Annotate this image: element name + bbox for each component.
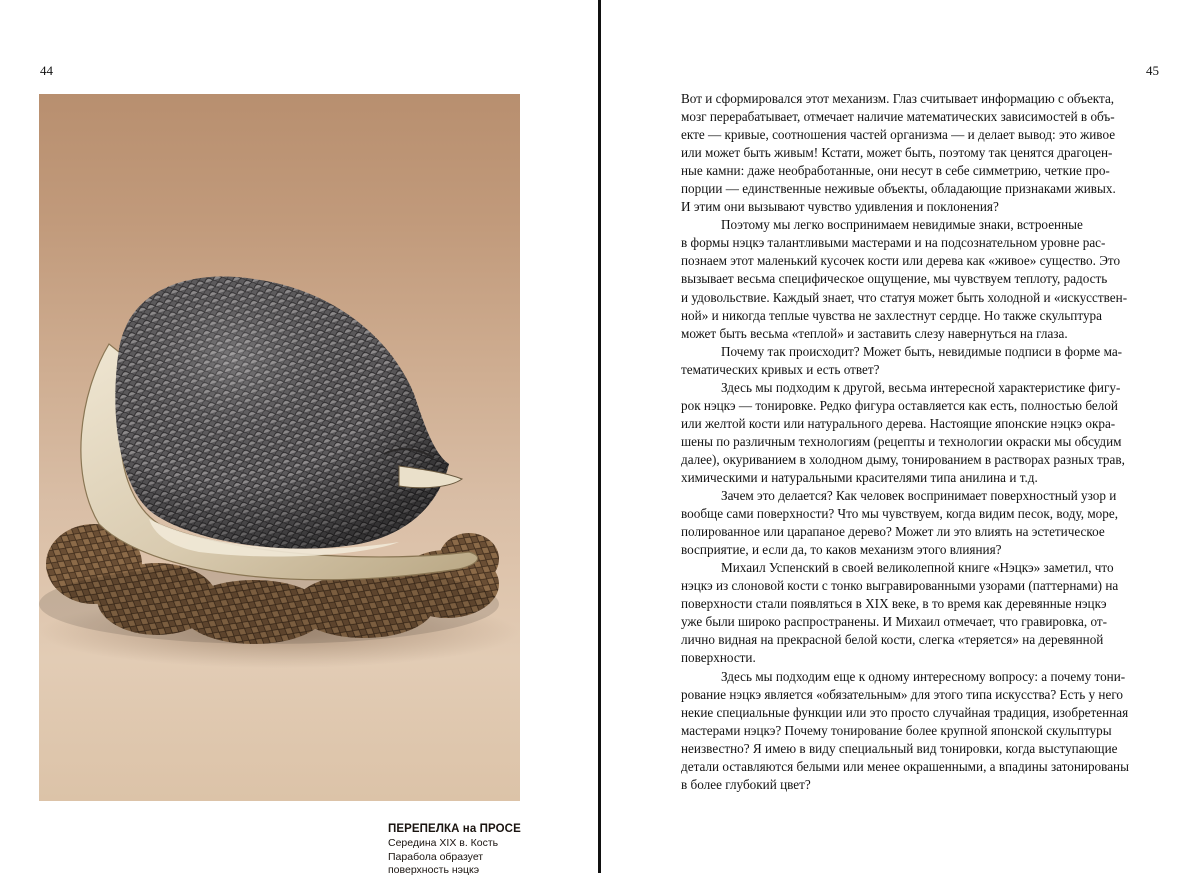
text-line: Михаил Успенский в своей великолепной книге «Нэцкэ» заметил, что <box>721 560 1114 576</box>
text-line: уже были широко распространены. И Михаил отмечает, что гравировка, от- <box>681 614 1108 630</box>
text-line: Зачем это делается? Как человек воспринимает поверхностный узор и <box>721 488 1117 504</box>
right-page-number: 45 <box>1146 63 1159 78</box>
text-line: некие специальные функции или это просто случайная традиция, изобретенная <box>681 704 1129 720</box>
text-line: восприятие, и если да, то каков механизм этого влияния? <box>681 542 1002 558</box>
text-line: вызывает весьма специфическое ощущение, мы чувствуем теплоту, радость <box>681 271 1108 287</box>
text-line: химическими и натуральными красителями типа анилина и т.д. <box>681 469 1038 485</box>
left-page-number: 44 <box>40 63 53 78</box>
caption-line: поверхность нэцкэ <box>388 864 480 876</box>
text-line: ной» и никогда теплые чувства не захлестнут сердце. Но также скульптура <box>681 307 1102 323</box>
photo-caption <box>388 822 548 878</box>
text-line: рок нэцкэ — тонировке. Редко фигура оставляется как есть, полностью белой <box>681 397 1118 413</box>
text-line: может быть весьма «теплой» и заставить слезу навернуться на глаза. <box>681 325 1068 341</box>
text-line: поверхности. <box>681 650 756 666</box>
text-line: Здесь мы подходим еще к одному интересному вопросу: а почему тони- <box>721 668 1126 684</box>
text-line: в более глубокий цвет? <box>681 776 811 792</box>
text-line: тематических кривых и есть ответ? <box>681 361 880 377</box>
text-line: лично видная на прекрасной белой кости, слегка «теряется» на деревянной <box>681 632 1104 648</box>
caption-line: Середина XIX в. Кость <box>388 837 499 849</box>
text-line: неизвестно? Я имею в виду специальный вид тонировки, когда выступающие <box>681 740 1118 756</box>
text-line: Здесь мы подходим к другой, весьма интересной характеристике фигу- <box>721 379 1121 395</box>
book-spine <box>598 0 601 873</box>
caption-line: Парабола образует <box>388 850 484 863</box>
right-page <box>602 0 1200 873</box>
caption-title: ПЕРЕПЕЛКА на ПРОСЕ <box>388 823 521 835</box>
text-line: екте — кривые, соотношения частей организма — и делает вывод: это живое <box>681 127 1116 143</box>
text-line: полированное или царапаное дерево? Может ли это влиять на эстетическое <box>681 524 1105 540</box>
text-line: нэцкэ из слоновой кости с тонко выгравированными узорами (паттернами) на <box>681 578 1119 594</box>
text-line: ные камни: даже необработанные, они несут в себе симметрию, четкие про- <box>681 163 1110 179</box>
text-line: познаем этот маленький кусочек кости или дерева как «живое» существо. Это <box>681 253 1121 269</box>
quail-on-millet-illustration <box>39 94 520 801</box>
text-line: в формы нэцкэ талантливыми мастерами и на подсознательном уровне рас- <box>681 235 1106 251</box>
text-line: порции — единственные неживые объекты, обладающие признаками живых. <box>681 181 1116 197</box>
text-line: или может быть живым! Кстати, может быть, поэтому так ценятся драгоцен- <box>681 145 1113 161</box>
text-line: мозг перерабатывает, отмечает наличие математических зависимостей в объ- <box>681 109 1115 125</box>
text-line: Вот и сформировался этот механизм. Глаз считывает информацию с объекта, <box>681 91 1115 106</box>
text-line: вообще сами поверхности? Что мы чувствуем, когда видим песок, воду, море, <box>681 506 1119 522</box>
text-line: мастерами нэцкэ? Почему тонирование более крупной японской скульптуры <box>681 722 1112 738</box>
text-line: поверхности стали появляться в XIX веке, в то время как деревянные нэцкэ <box>681 596 1107 612</box>
text-line: и удовольствие. Каждый знает, что статуя может быть холодной и «искусствен- <box>681 289 1128 305</box>
netsuke-photo <box>39 94 521 876</box>
body-text <box>681 90 1161 794</box>
text-line: Поэтому мы легко воспринимаем невидимые знаки, встроенные <box>721 217 1083 233</box>
left-page <box>0 0 598 876</box>
text-line: рование нэцкэ является «обязательным» для этого типа искусства? Есть у него <box>681 686 1124 702</box>
text-line: И этим они вызывают чувство удивления и поклонения? <box>681 199 999 215</box>
text-line: шены по различным технологиям (рецепты и технологии окраски мы обсудим <box>681 433 1122 449</box>
text-line: далее), окуриванием в холодном дыму, тонированием в растворах разных трав, <box>681 451 1125 467</box>
text-line: детали оставляются белыми или менее окрашенными, а впадины затонированы <box>681 758 1129 774</box>
text-line: Почему так происходит? Может быть, невидимые подписи в форме ма- <box>721 343 1123 359</box>
text-line: или желтой кости или натурального дерева. Настоящие японские нэцкэ окра- <box>681 415 1116 431</box>
